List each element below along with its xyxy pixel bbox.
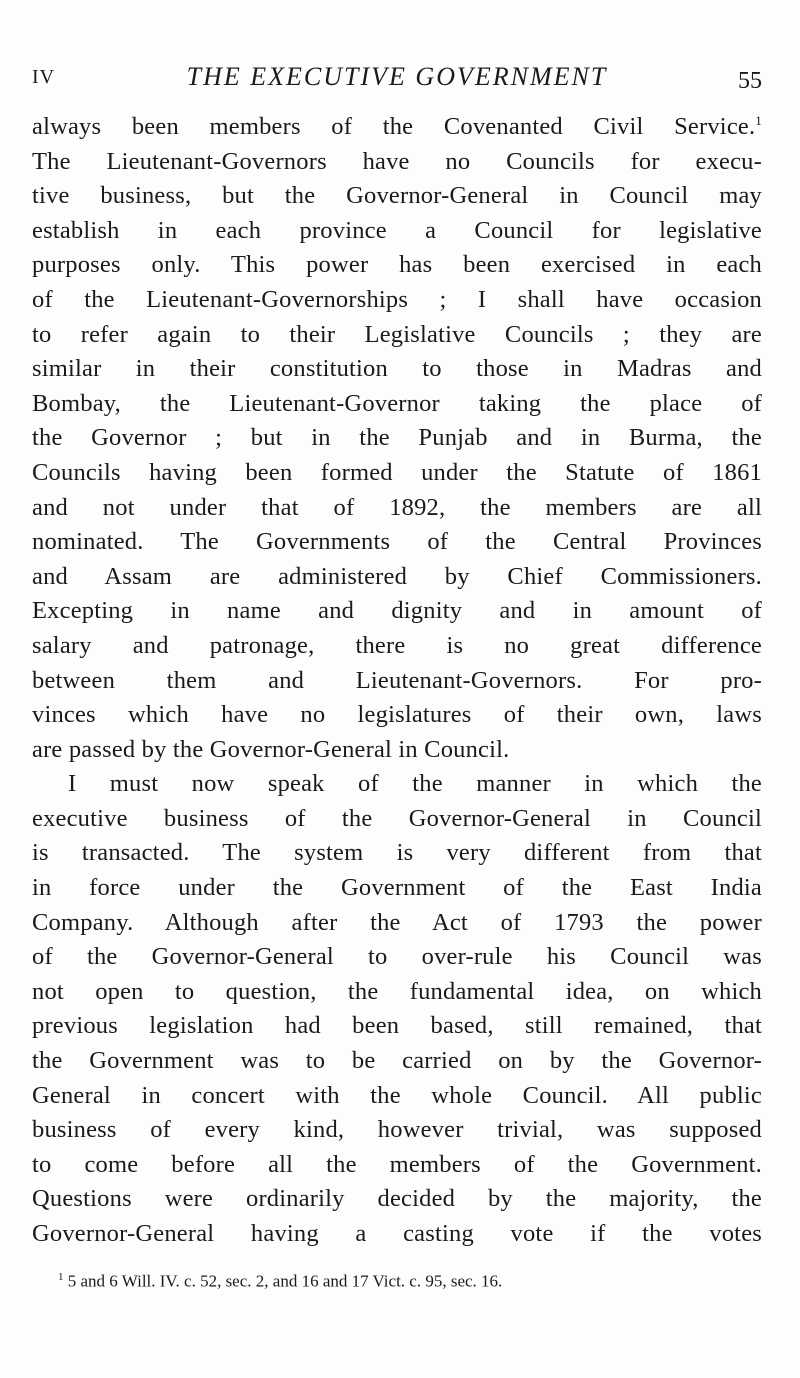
- footnote-reference: 1: [755, 112, 762, 128]
- text-line: Councils having been formed under the Statute of 1861: [32, 458, 762, 486]
- text-line: tive business, but the Governor-General in Council may: [32, 182, 762, 210]
- footnote-text: 5 and 6 Will. IV. c. 52, sec. 2, and 16 and 17 Vict. c. 95, sec. 16.: [67, 1271, 503, 1291]
- page-number: 55: [738, 68, 762, 94]
- text-line: to come before all the members of the Government.: [32, 1150, 762, 1178]
- text-line: not open to question, the fundamental idea, on which: [32, 977, 762, 1005]
- text-line: and Assam are administered by Chief Commissioners.: [32, 562, 762, 590]
- text-line: Bombay, the Lieutenant-Governor taking the place of: [32, 389, 762, 417]
- text-line: of the Lieutenant-Governorships ; I shall have occasion: [32, 285, 762, 313]
- text-line: business of every kind, however trivial, was supposed: [32, 1116, 762, 1144]
- text-line: is transacted. The system is very different from that: [32, 839, 762, 867]
- text-line: Excepting in name and dignity and in amount of: [32, 597, 762, 625]
- text-line: Company. Although after the Act of 1793 the power: [32, 908, 762, 936]
- text-line: and not under that of 1892, the members are all: [32, 493, 762, 521]
- text-line: Questions were ordinarily decided by the majority, the: [32, 1185, 762, 1213]
- text-line: salary and patronage, there is no great difference: [32, 631, 762, 659]
- text-line: previous legislation had been based, still remained, that: [32, 1012, 762, 1040]
- text-line: the Government was to be carried on by the Governor-: [32, 1047, 762, 1075]
- chapter-number: IV: [32, 66, 56, 88]
- text-line: establish in each province a Council for legislative: [32, 216, 762, 244]
- footnote-marker: 1: [58, 1271, 64, 1283]
- text-line: The Lieutenant-Governors have no Councils for execu-: [32, 147, 762, 175]
- running-title: THE EXECUTIVE GOVERNMENT: [186, 62, 608, 91]
- text-line: between them and Lieutenant-Governors. For pro-: [32, 666, 762, 694]
- text-line: to refer again to their Legislative Councils ; they are: [32, 320, 762, 348]
- text-line: General in concert with the whole Council. All public: [32, 1081, 762, 1109]
- text-line: always been members of the Covenanted Civil Service.$^1$: [32, 112, 762, 140]
- text-line: vinces which have no legislatures of their own, laws: [32, 701, 762, 729]
- text-line: of the Governor-General to over-rule his Council was: [32, 943, 762, 971]
- text-line: the Governor ; but in the Punjab and in Burma, the: [32, 424, 762, 452]
- text-line: similar in their constitution to those in Madras and: [32, 355, 762, 383]
- text-line: purposes only. This power has been exercised in each: [32, 251, 762, 279]
- text-line: executive business of the Governor-General in Council: [32, 804, 762, 832]
- text-line: Governor-General having a casting vote if the votes: [32, 1220, 762, 1247]
- text-line: I must now speak of the manner in which the: [68, 770, 762, 798]
- text-line: are passed by the Governor-General in Council.: [32, 735, 510, 763]
- body-text: [32, 110, 762, 1252]
- text-line: in force under the Government of the East India: [32, 874, 762, 902]
- text-line: nominated. The Governments of the Central Provinces: [32, 528, 762, 556]
- page-header: [32, 62, 762, 102]
- footnote: [58, 1266, 758, 1293]
